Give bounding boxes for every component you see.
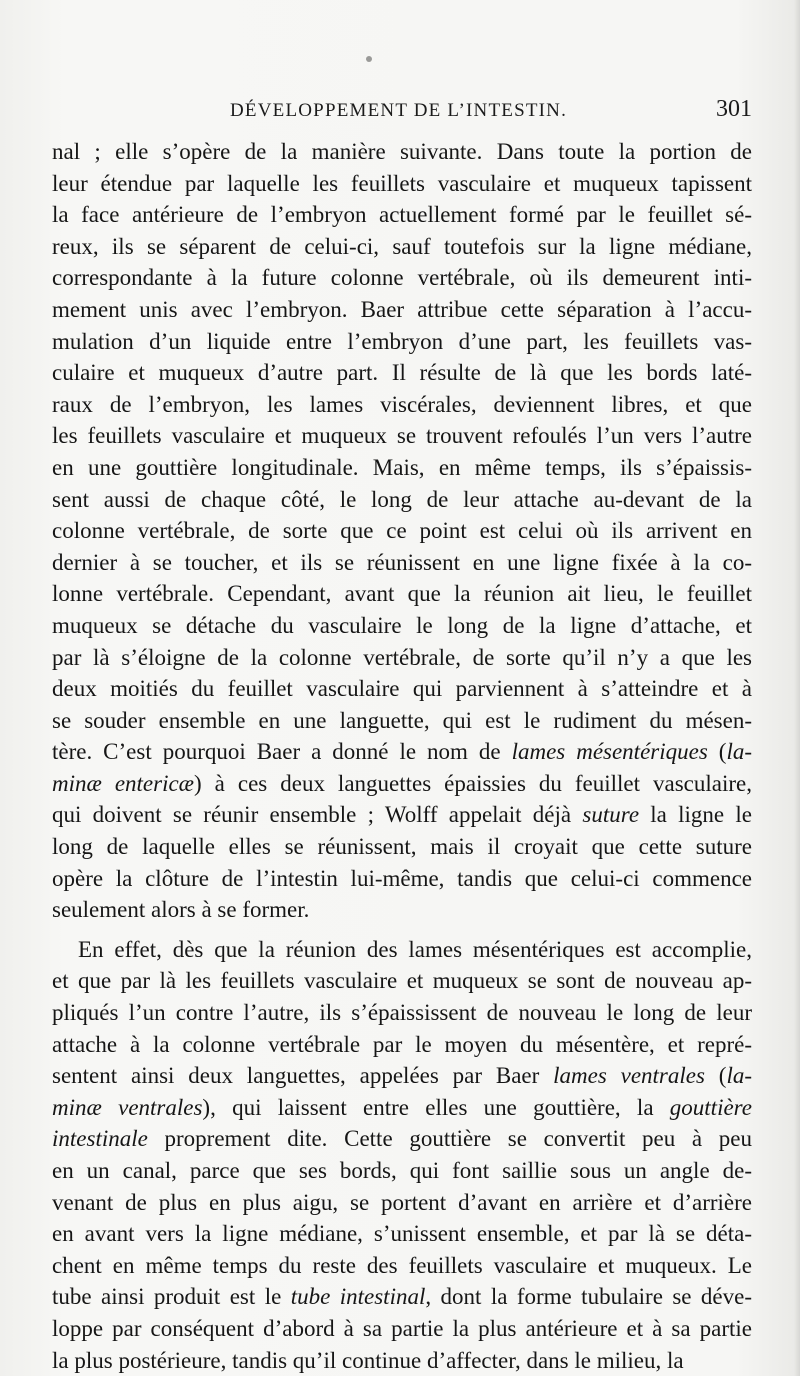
text-segment: et que par là les feuillets vasculaire et muqueux se sont de nouveau ap- — [52, 968, 752, 994]
text-segment: opère la clôture de l’intestin lui-même, tandis que celui-ci commence — [52, 865, 752, 891]
text-segment: chent en même temps du reste des feuillets vasculaire et muqueux. Le — [52, 1252, 752, 1278]
text-line — [52, 894, 752, 926]
text-segment: en avant vers la ligne médiane, s’unissent ensemble, et par là se déta- — [52, 1221, 752, 1247]
text-line — [52, 1187, 752, 1219]
text-line — [52, 965, 752, 997]
text-segment: pliqués l’un contre l’autre, ils s’épaississent de nouveau le long de leur — [52, 1000, 752, 1026]
page-header — [52, 94, 752, 130]
text-segment: mulation d’un liquide entre l’embryon d’une part, les feuillets vas- — [52, 328, 752, 354]
text-segment: lonne vertébrale. Cependant, avant que la réunion ait lieu, le feuillet — [52, 581, 752, 607]
paragraph — [52, 934, 752, 1376]
text-line — [52, 547, 752, 579]
text-line — [52, 515, 752, 547]
italic-text: suture — [582, 802, 640, 828]
italic-text: minæ entericæ — [52, 770, 195, 796]
text-line — [52, 484, 752, 516]
text-line — [52, 420, 752, 452]
text-line — [52, 168, 752, 200]
text-segment: la face antérieure de l’embryon actuellement formé par le feuillet sé- — [52, 202, 752, 228]
running-title: DÉVELOPPEMENT DE L’INTESTIN. — [230, 100, 568, 121]
text-line — [52, 736, 752, 768]
text-line — [52, 1218, 752, 1250]
text-line — [52, 199, 752, 231]
text-line — [52, 294, 752, 326]
text-segment: muqueux se détache du vasculaire le long de la ligne d’attache, et — [52, 612, 752, 638]
text-line — [52, 357, 752, 389]
text-line — [52, 934, 752, 966]
text-segment: se souder ensemble en une languette, qui est le rudiment du mésen- — [52, 707, 752, 733]
text-segment: qui doivent se réunir ensemble ; Wolff appelait déjà — [52, 802, 583, 828]
italic-text: tube intestinal — [290, 1284, 426, 1310]
text-line — [52, 831, 752, 863]
text-line — [52, 136, 752, 168]
text-segment: tère. C’est pourquoi Baer a donné le nom de — [52, 739, 512, 765]
text-line — [52, 705, 752, 737]
text-segment: En effet, dès que la réunion des lames mésentériques est accomplie, — [78, 936, 752, 962]
text-segment: en un canal, parce que ses bords, qui font saillie sous un angle de- — [52, 1158, 752, 1183]
text-segment: dernier à se toucher, et ils se réunissent en une ligne fixée à la co- — [52, 549, 752, 575]
text-segment: deux moitiés du feuillet vasculaire qui parviennent à s’atteindre et à — [52, 676, 752, 702]
text-segment: la plus postérieure, tandis qu’il continue d’affecter, dans le milieu, la — [52, 1347, 684, 1373]
text-line — [52, 262, 752, 294]
text-segment: reux, ils se séparent de celui-ci, sauf toutefois sur la ligne médiane, — [52, 233, 752, 259]
text-line — [52, 1029, 752, 1061]
text-segment: la ligne le — [639, 802, 752, 828]
text-line — [52, 799, 752, 831]
text-line — [52, 997, 752, 1029]
text-line — [52, 673, 752, 705]
italic-text: la- — [726, 739, 752, 765]
text-line — [52, 768, 752, 800]
italic-text: gouttière — [669, 1094, 752, 1120]
print-mark — [366, 56, 372, 62]
text-line — [52, 863, 752, 895]
text-segment: proprement dite. Cette gouttière se convertit peu à peu — [147, 1126, 752, 1152]
text-line — [52, 1345, 752, 1376]
paragraph-gap — [52, 926, 752, 934]
text-segment: ) à ces deux languettes épaissies du feuillet vasculaire, — [194, 770, 752, 796]
text-segment: en une gouttière longitudinale. Mais, en même temps, ils s’épaissis- — [52, 454, 752, 480]
italic-text: intestinale — [52, 1126, 148, 1152]
paragraph — [52, 136, 752, 926]
text-line — [52, 231, 752, 263]
italic-text: minæ ventrales — [52, 1094, 203, 1120]
text-segment: par là s’éloigne de la colonne vertébrale, de sorte qu’il n’y a que les — [52, 644, 752, 670]
text-line — [52, 452, 752, 484]
text-line — [52, 1123, 752, 1155]
text-line — [52, 389, 752, 421]
text-line — [52, 1250, 752, 1282]
page-number: 301 — [716, 96, 752, 122]
text-segment: seulement alors à se former. — [52, 897, 310, 923]
text-line — [52, 1155, 752, 1187]
text-segment: leur étendue par laquelle les feuillets vasculaire et muqueux tapissent — [52, 170, 752, 196]
text-segment: ( — [707, 739, 727, 765]
text-segment: sent aussi de chaque côté, le long de leur attache au-devant de la — [52, 486, 752, 512]
text-segment: colonne vertébrale, de sorte que ce point est celui où ils arrivent en — [52, 518, 752, 544]
text-line — [52, 610, 752, 642]
text-segment: correspondante à la future colonne vertébrale, où ils demeurent inti- — [52, 265, 752, 291]
text-segment: nal ; elle s’opère de la manière suivante. Dans toute la portion de — [52, 139, 752, 164]
text-line — [52, 578, 752, 610]
text-segment: sentent ainsi deux languettes, appelées par Baer — [52, 1063, 554, 1089]
page-edge-shadow — [794, 0, 800, 1376]
text-line — [52, 1060, 752, 1092]
text-line — [52, 642, 752, 674]
text-line — [52, 326, 752, 358]
text-line — [52, 1281, 752, 1313]
text-segment: long de laquelle elles se réunissent, mais il croyait que cette suture — [52, 834, 752, 860]
text-segment: ), qui laissent entre elles une gouttière, la — [202, 1094, 670, 1120]
italic-text: lames ventrales — [553, 1063, 705, 1089]
text-segment: attache à la colonne vertébrale par le moyen du mésentère, et repré- — [52, 1031, 752, 1057]
text-segment: mement unis avec l’embryon. Baer attribue cette séparation à l’accu- — [52, 296, 752, 322]
text-segment: venant de plus en plus aigu, se portent d’avant en arrière et d’arrière — [52, 1189, 752, 1215]
text-line — [52, 1092, 752, 1124]
text-segment: , dont la forme tubulaire se déve- — [425, 1284, 752, 1310]
text-segment: les feuillets vasculaire et muqueux se trouvent refoulés l’un vers l’autre — [52, 423, 752, 449]
text-segment: tube ainsi produit est le — [52, 1284, 291, 1310]
text-segment: raux de l’embryon, les lames viscérales, deviennent libres, et que — [52, 391, 752, 417]
text-segment: culaire et muqueux d’autre part. Il résulte de là que les bords laté- — [52, 360, 752, 386]
text-line — [52, 1313, 752, 1345]
text-segment: ( — [704, 1063, 727, 1089]
body-text — [52, 136, 752, 1376]
text-segment: loppe par conséquent d’abord à sa partie la plus antérieure et à sa partie — [52, 1315, 752, 1341]
italic-text: la- — [726, 1063, 752, 1089]
italic-text: lames mésentériques — [511, 739, 708, 765]
